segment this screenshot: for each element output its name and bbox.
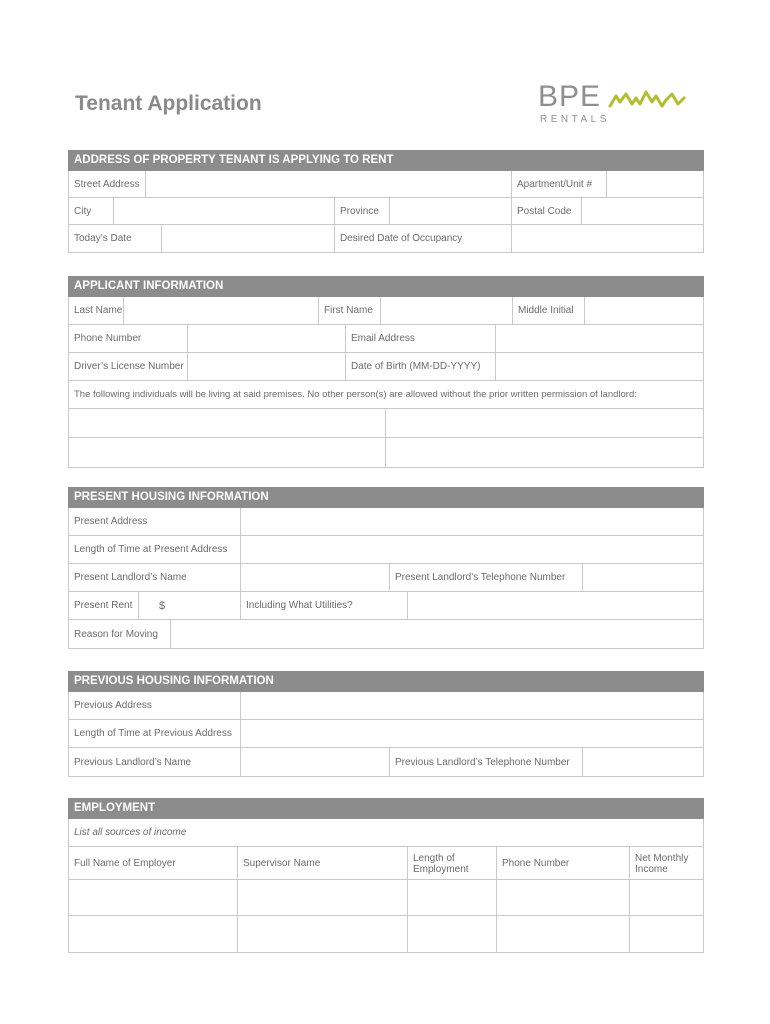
currency-symbol: $ [159, 599, 166, 612]
unit-label: Apartment/Unit # [512, 171, 607, 197]
company-logo [538, 80, 698, 130]
supervisor-input[interactable] [238, 916, 408, 952]
province-input[interactable] [390, 198, 512, 224]
present-row-landlord [69, 564, 703, 592]
present-length-label: Length of Time at Present Address [69, 536, 241, 563]
section-header-previous: PREVIOUS HOUSING INFORMATION [68, 671, 704, 692]
column-header-length: Length of Employment [408, 847, 497, 879]
previous-row-length [69, 720, 703, 748]
present-grid [68, 508, 704, 649]
income-input[interactable] [630, 880, 703, 915]
middle-initial-input[interactable] [585, 297, 703, 324]
first-name-input[interactable] [381, 297, 513, 324]
present-row-address [69, 508, 703, 536]
present-landlord-label: Present Landlord’s Name [69, 564, 241, 591]
dob-label: Date of Birth (MM-DD-YYYY) [346, 353, 496, 380]
middle-initial-label: Middle Initial [513, 297, 585, 324]
occupancy-label: Desired Date of Occupancy [335, 225, 512, 252]
column-header-phone: Phone Number [497, 847, 630, 879]
length-input[interactable] [408, 916, 497, 952]
previous-landlord-input[interactable] [241, 748, 390, 776]
section-header-present: PRESENT HOUSING INFORMATION [68, 487, 704, 508]
occupancy-input[interactable] [512, 225, 703, 252]
logo-brand: BPE [538, 80, 602, 113]
street-input[interactable] [146, 171, 512, 197]
present-length-input[interactable] [241, 536, 703, 563]
utilities-label: Including What Utilities? [241, 592, 408, 619]
phone-label: Phone Number [69, 325, 188, 352]
previous-address-label: Previous Address [69, 692, 241, 719]
section-header-applicant: APPLICANT INFORMATION [68, 276, 704, 297]
employer-phone-input[interactable] [497, 880, 630, 915]
reason-label: Reason for Moving [69, 620, 171, 648]
present-address-label: Present Address [69, 508, 241, 535]
employment-row-1 [69, 880, 703, 916]
column-header-income: Net Monthly Income [635, 853, 689, 875]
employment-header-row [69, 847, 703, 880]
today-input[interactable] [162, 225, 335, 252]
occupant-input[interactable] [386, 438, 703, 467]
email-input[interactable] [496, 325, 703, 352]
logo-subtitle: RENTALS [540, 114, 610, 125]
previous-landlord-phone-label: Previous Landlord’s Telephone Number [390, 748, 583, 776]
reason-input[interactable] [171, 620, 703, 648]
occupants-notice: The following individuals will be living at said premises. No other person(s) are allowed without the prior written permission of landlord: [74, 389, 637, 400]
present-row-rent [69, 592, 703, 620]
city-input[interactable] [114, 198, 335, 224]
last-name-label: Last Name [69, 297, 124, 324]
today-label: Today’s Date [69, 225, 162, 252]
occupant-input[interactable] [69, 438, 386, 467]
section-header-property: ADDRESS OF PROPERTY TENANT IS APPLYING TO RENT [68, 150, 704, 171]
property-grid [68, 171, 704, 253]
license-label: Driver’s License Number [69, 353, 188, 380]
applicant-row-name [69, 297, 703, 325]
previous-length-label: Length of Time at Previous Address [69, 720, 241, 747]
mountain-icon [608, 86, 688, 112]
previous-length-input[interactable] [241, 720, 703, 747]
present-landlord-phone-input[interactable] [583, 564, 703, 591]
occupants-row-1 [69, 409, 703, 438]
column-header-employer: Full Name of Employer [69, 847, 238, 879]
previous-row-address [69, 692, 703, 720]
applicant-row-contact [69, 325, 703, 353]
income-input[interactable] [630, 916, 703, 952]
supervisor-input[interactable] [238, 880, 408, 915]
present-address-input[interactable] [241, 508, 703, 535]
applicant-grid [68, 297, 704, 468]
property-row-city [69, 198, 703, 225]
present-landlord-input[interactable] [241, 564, 390, 591]
occupant-input[interactable] [386, 409, 703, 437]
present-row-length [69, 536, 703, 564]
present-rent-label: Present Rent [69, 592, 139, 619]
section-header-employment: EMPLOYMENT [68, 798, 704, 819]
occupants-row-2 [69, 438, 703, 467]
present-row-reason [69, 620, 703, 648]
street-label: Street Address [69, 171, 146, 197]
length-input[interactable] [408, 880, 497, 915]
column-header-supervisor: Supervisor Name [238, 847, 408, 879]
last-name-input[interactable] [124, 297, 319, 324]
previous-grid [68, 692, 704, 777]
income-note: List all sources of income [74, 827, 187, 838]
applicant-row-notice [69, 381, 703, 409]
employer-input[interactable] [69, 916, 238, 952]
previous-landlord-phone-input[interactable] [583, 748, 703, 776]
previous-landlord-label: Previous Landlord’s Name [69, 748, 241, 776]
utilities-input[interactable] [408, 592, 703, 619]
license-input[interactable] [188, 353, 346, 380]
previous-address-input[interactable] [241, 692, 703, 719]
first-name-label: First Name [319, 297, 381, 324]
previous-row-landlord [69, 748, 703, 776]
property-row-street [69, 171, 703, 198]
dob-input[interactable] [496, 353, 703, 380]
city-label: City [69, 198, 114, 224]
postal-input[interactable] [582, 198, 703, 224]
phone-input[interactable] [188, 325, 346, 352]
applicant-row-license [69, 353, 703, 381]
employer-phone-input[interactable] [497, 916, 630, 952]
email-label: Email Address [346, 325, 496, 352]
property-row-dates [69, 225, 703, 252]
present-landlord-phone-label: Present Landlord’s Telephone Number [390, 564, 583, 591]
present-rent-input[interactable] [169, 592, 241, 619]
page-title: Tenant Application [75, 92, 262, 115]
province-label: Province [335, 198, 390, 224]
employment-note-row [69, 819, 703, 847]
employer-input[interactable] [69, 880, 238, 915]
employment-row-2 [69, 916, 703, 952]
employment-grid [68, 819, 704, 953]
occupant-input[interactable] [69, 409, 386, 437]
unit-input[interactable] [607, 171, 703, 197]
postal-label: Postal Code [512, 198, 582, 224]
